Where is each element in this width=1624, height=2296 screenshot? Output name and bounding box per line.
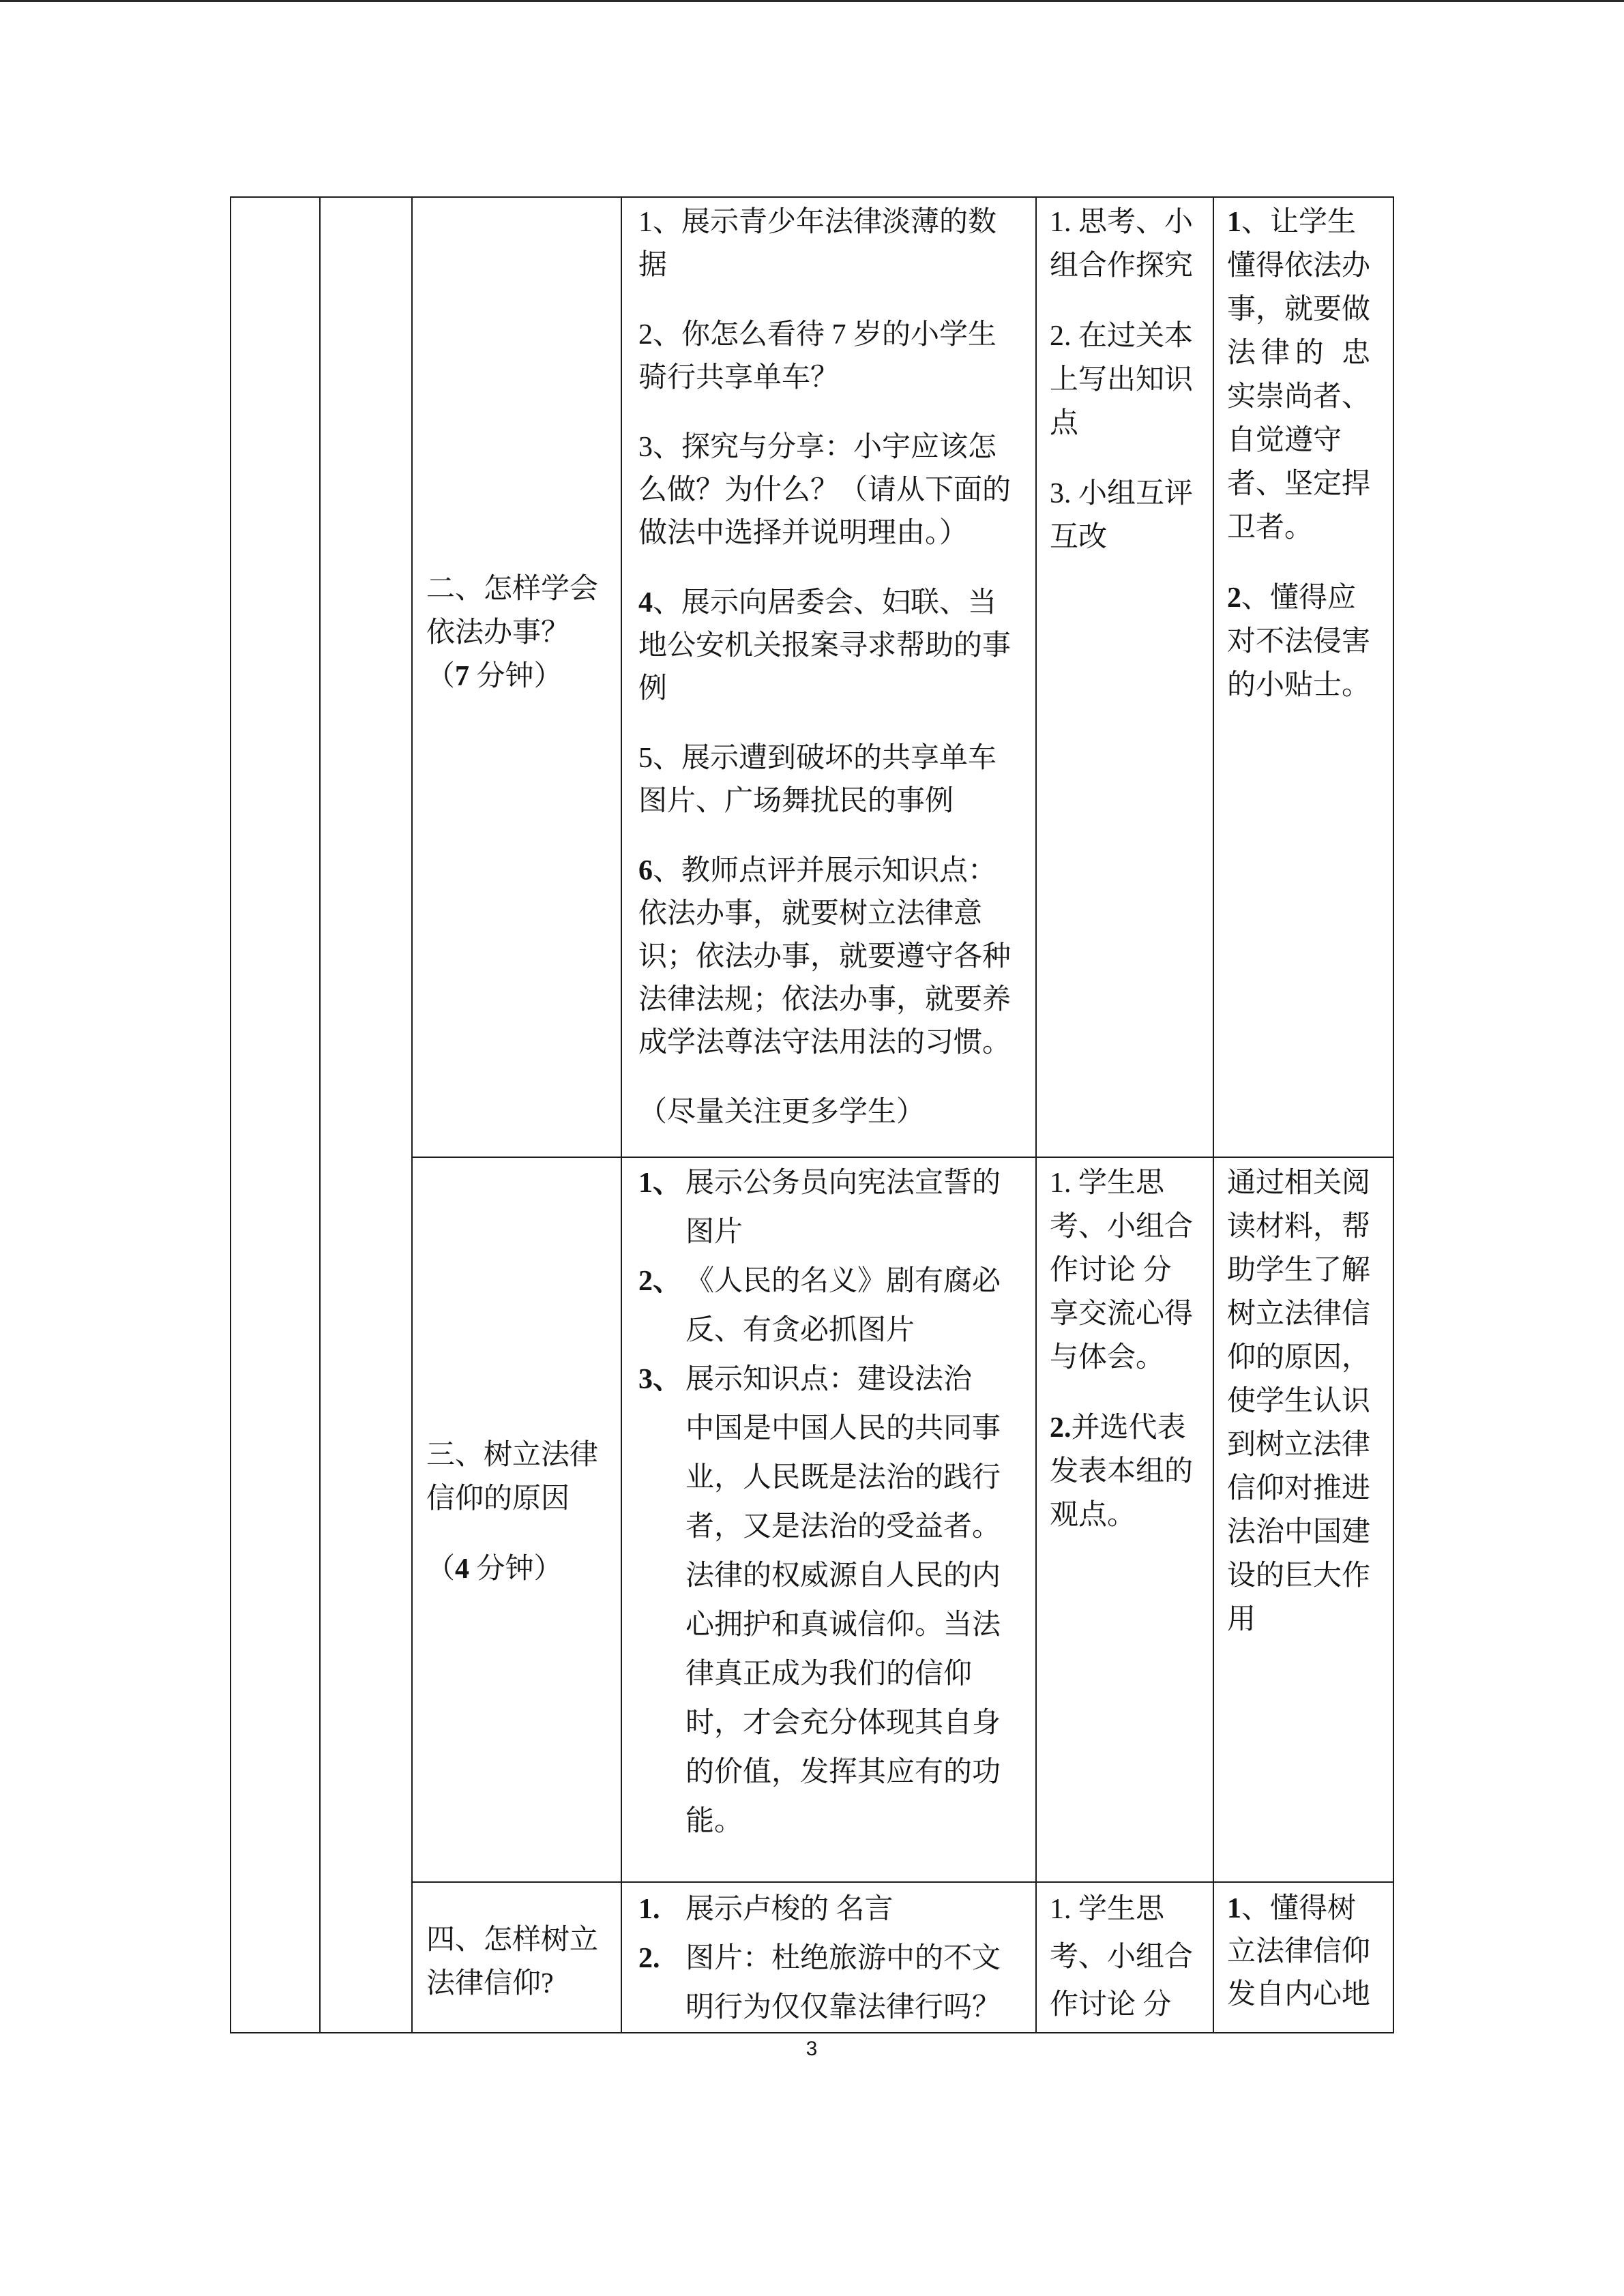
activity-line: 据 [638, 250, 668, 281]
activity-paragraph [638, 1091, 1035, 1134]
design-intent-line: 使学生认识 [1227, 1386, 1371, 1417]
design-intent-line [1227, 1888, 1393, 1930]
design-intent-paragraph [1227, 576, 1393, 707]
design-intent-line: 立法律信仰 [1227, 1936, 1371, 1967]
design-intent-line: 法律的 忠 [1227, 338, 1370, 369]
design-intent-line: 事，就要做 [1227, 294, 1371, 325]
design-intent-text: 、让学生 [1241, 207, 1357, 238]
activity-line: 法律法规；依法办事，就要养 [638, 984, 1012, 1015]
student-activity-line: 3. 小组互评 [1050, 478, 1194, 509]
design-intent-line: 者、坚定捍 [1227, 468, 1371, 500]
design-intent-paragraph [1227, 200, 1393, 550]
activity-line: 心拥护和真诚信仰。当法 [685, 1609, 1001, 1641]
duration-close: 分钟） [469, 661, 563, 692]
activity-text: 、展示向居委会、妇联、当 [653, 587, 997, 618]
activity-line: 展示知识点：建设法治 [685, 1364, 973, 1395]
activity-list-item [638, 1159, 1035, 1257]
duration-open: （ [426, 1553, 456, 1585]
student-activity-line: 组合作探究 [1050, 250, 1194, 282]
activity-list-item [638, 1885, 1035, 1934]
activity-line: 骑行共享单车？ [638, 362, 840, 393]
design-intent-line: 仰的原因， [1227, 1342, 1371, 1373]
activity-line: 例 [638, 673, 668, 704]
design-intent-line: 的小贴士。 [1227, 670, 1371, 701]
design-intent-paragraph [1227, 1161, 1393, 1641]
student-activity-text: 并选代表 [1071, 1412, 1186, 1444]
student-activity-line [1050, 1406, 1213, 1450]
student-activity-line: 观点。 [1050, 1500, 1136, 1531]
activity-line: 做法中选择并说明理由。） [638, 518, 969, 549]
design-intent-line: 用 [1227, 1604, 1256, 1635]
teacher-activity-cell [621, 196, 1037, 1158]
design-intent-cell [1213, 1157, 1394, 1883]
duration-open: （ [426, 661, 456, 692]
activity-line: 5、展示遭到破坏的共享单车 [638, 743, 997, 774]
design-intent-line: 设的巨大作 [1227, 1560, 1371, 1592]
activity-line: 识；依法办事，就要遵守各种 [638, 941, 1012, 972]
topic-title-line: 法律信仰? [426, 1968, 554, 1999]
activity-line: 么做？为什么？（请从下面的 [638, 475, 1012, 506]
list-marker: 1. [638, 1894, 660, 1925]
activity-line: 图片：杜绝旅游中的不文 [685, 1943, 1001, 1974]
activity-line: 地公安机关报案寻求帮助的事 [638, 630, 1012, 661]
student-activity-cell [1035, 196, 1214, 1158]
activity-line [638, 582, 1035, 625]
design-intent-line: 实崇尚者、 [1227, 381, 1371, 413]
activity-number: 4 [638, 587, 653, 618]
student-activity-paragraph [1050, 472, 1213, 559]
student-activity-paragraph [1050, 200, 1213, 288]
activity-paragraph [638, 314, 1035, 400]
duration-minutes: 4 [455, 1553, 470, 1585]
design-intent-line: 助学生了解 [1227, 1255, 1371, 1286]
topic-title-line: 二、怎样学会 [426, 573, 599, 605]
topic-duration [426, 655, 621, 698]
student-activity-number: 2. [1050, 1412, 1072, 1444]
activity-list-item [638, 1355, 1035, 1846]
activity-line: （尽量关注更多学生） [638, 1097, 926, 1128]
activity-number: 6 [638, 855, 653, 886]
page-top-edge [0, 0, 1624, 2]
student-activity-line: 点 [1050, 408, 1079, 439]
activity-line: 业，人民既是法治的践行 [685, 1462, 1001, 1493]
activity-line: 图片、广场舞扰民的事例 [638, 786, 954, 817]
topic-cell [411, 1881, 622, 2033]
activity-line: 能。 [685, 1806, 743, 1837]
topic-title-line: 三、树立法律 [426, 1440, 599, 1471]
topic-title [426, 1433, 621, 1521]
student-activity-line: 发表本组的 [1050, 1456, 1194, 1487]
list-marker: 2. [638, 1943, 660, 1974]
design-intent-number: 2 [1227, 582, 1241, 614]
topic-title-line: 四、怎样树立 [426, 1924, 599, 1956]
student-activity-line: 1. 学生思 [1050, 1167, 1165, 1199]
activity-paragraph [638, 850, 1035, 1064]
activity-line: 3、探究与分享：小宇应该怎 [638, 432, 997, 463]
blank-column-1 [230, 196, 321, 2033]
student-activity-line: 与体会。 [1050, 1342, 1165, 1373]
student-activity-line: 上写出知识 [1050, 364, 1194, 396]
design-intent-line: 法治中国建 [1227, 1517, 1371, 1548]
activity-list-item [638, 1934, 1035, 2032]
design-intent-text: 、懂得应 [1241, 582, 1357, 614]
design-intent-line: 发自内心地 [1227, 1979, 1371, 2010]
student-activity-cell [1035, 1157, 1214, 1883]
page-number: 3 [806, 2038, 818, 2060]
design-intent-line: 对不法侵害 [1227, 626, 1371, 657]
design-intent-line: 懂得依法办 [1227, 250, 1371, 282]
design-intent-line: 卫者。 [1227, 512, 1314, 543]
activity-line: 图片 [685, 1217, 743, 1248]
duration-close: 分钟） [469, 1553, 563, 1585]
activity-line: 中国是中国人民的共同事 [685, 1413, 1001, 1444]
topic-title-line: 依法办事？ [426, 617, 570, 648]
list-marker: 1、 [638, 1167, 682, 1199]
design-intent-cell [1213, 1881, 1394, 2033]
student-activity-line: 考、小组合 [1050, 1211, 1194, 1242]
list-marker: 2、 [638, 1266, 682, 1297]
activity-line: 法律的权威源自人民的内 [685, 1560, 1001, 1592]
topic-cell [411, 1157, 622, 1883]
activity-line: 1、展示青少年法律淡薄的数 [638, 207, 997, 238]
student-activity-cell [1035, 1881, 1214, 2033]
activity-line: 律真正成为我们的信仰 [685, 1658, 973, 1690]
student-activity-line: 作讨论 分 [1050, 1255, 1172, 1286]
student-activity-paragraph [1050, 1406, 1213, 1537]
design-intent-line [1227, 200, 1393, 244]
activity-list-item [638, 1257, 1035, 1355]
topic-cell [411, 196, 622, 1158]
activity-line: 明行为仅仅靠法律行吗？ [685, 1992, 1001, 2023]
student-activity-paragraph [1050, 314, 1213, 445]
student-activity-line: 互改 [1050, 522, 1108, 553]
design-intent-line: 信仰对推进 [1227, 1473, 1371, 1504]
topic-duration-line [426, 1547, 621, 1591]
activity-line: 依法办事，就要树立法律意 [638, 898, 983, 929]
design-intent-cell [1213, 196, 1394, 1158]
topic-title-line: 信仰的原因 [426, 1483, 570, 1515]
design-intent-line: 读材料，帮 [1227, 1211, 1371, 1242]
student-activity-paragraph [1050, 1161, 1213, 1380]
activity-paragraph [638, 737, 1035, 823]
list-marker: 3、 [638, 1364, 682, 1395]
student-activity-line: 考、小组合 [1050, 1941, 1194, 1973]
activity-line: 2、你怎么看待 7 岁的小学生 [638, 319, 997, 351]
activity-line: 反、有贪必抓图片 [685, 1315, 915, 1346]
design-intent-line: 自觉遵守 [1227, 425, 1342, 456]
duration-minutes: 7 [455, 661, 470, 692]
topic-duration [426, 1547, 621, 1591]
activity-line: 者，又是法治的受益者。 [685, 1511, 1001, 1542]
teacher-activity-cell [621, 1881, 1037, 2033]
activity-line: 展示公务员向宪法宣誓的 [685, 1167, 1001, 1199]
design-intent-line [1227, 576, 1393, 620]
activity-line: 时，才会充分体现其自身 [685, 1708, 1001, 1739]
design-intent-line: 通过相关阅 [1227, 1167, 1371, 1199]
activity-line: 《人民的名义》剧有腐必 [685, 1266, 1001, 1297]
activity-line: 展示卢梭的 名言 [685, 1894, 894, 1925]
design-intent-number: 1 [1227, 207, 1241, 238]
student-activity-line: 作讨论 分 [1050, 1989, 1172, 2021]
activity-paragraph [638, 201, 1035, 287]
activity-paragraph [638, 582, 1035, 711]
design-intent-number: 1 [1227, 1893, 1241, 1924]
teacher-activity-cell [621, 1157, 1037, 1883]
activity-line: 成学法尊法守法用法的习惯。 [638, 1027, 1012, 1058]
activity-paragraph [638, 426, 1035, 555]
design-intent-line: 树立法律信 [1227, 1298, 1371, 1330]
activity-line: 的价值，发挥其应有的功 [685, 1757, 1001, 1788]
student-activity-line: 1. 学生思 [1050, 1894, 1165, 1925]
blank-column-2 [319, 196, 413, 2033]
student-activity-line: 1. 思考、小 [1050, 207, 1194, 238]
activity-line [638, 850, 1035, 893]
student-activity-line: 享交流心得 [1050, 1298, 1194, 1330]
design-intent-line: 到树立法律 [1227, 1429, 1371, 1461]
activity-text: 、教师点评并展示知识点： [653, 855, 997, 886]
student-activity-line: 2. 在过关本 [1050, 320, 1194, 352]
design-intent-text: 、懂得树 [1241, 1893, 1357, 1924]
